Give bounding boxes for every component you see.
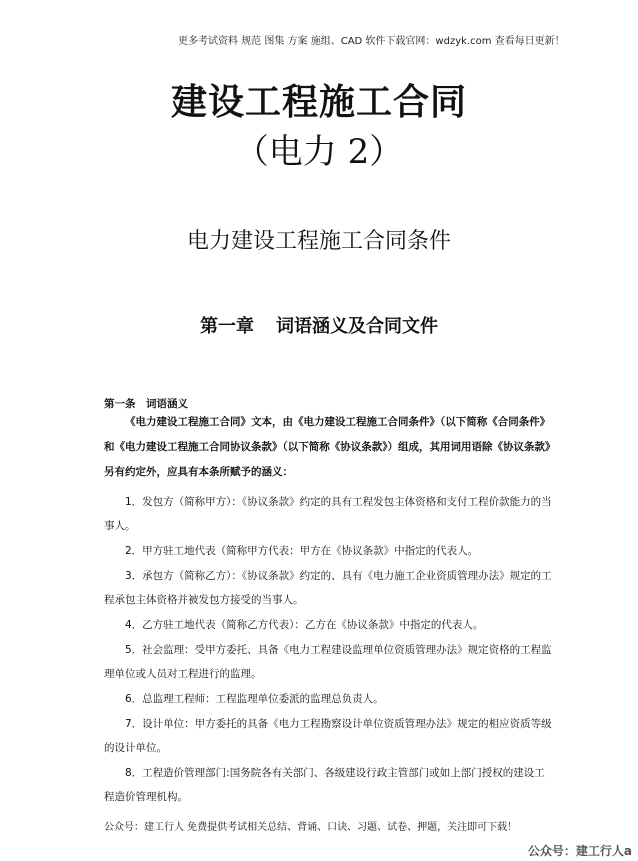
document-subtitle-edition: （电力 2）	[234, 132, 404, 172]
definition-item: 6．总监理工程师：工程监理单位委派的监理总负责人。	[125, 693, 384, 705]
definition-item: 1．发包方（简称甲方）：《协议条款》约定的具有工程发包主体资格和支付工程价款能力的当事人。	[104, 496, 552, 532]
footer-note: 公众号：建工行人 免费提供考试相关总结、背诵、口诀、习题、试卷、押题，关注即可下载！	[104, 822, 518, 833]
chapter-heading	[0, 312, 638, 338]
definition-item: 2．甲方驻工地代表（简称甲方代表：甲方在《协议条款》中指定的代表人。	[125, 545, 479, 557]
watermark: 公众号：建工行人a	[527, 844, 632, 858]
definition-item: 7．设计单位：甲方委托的具备《电力工程勘察设计单位资质管理办法》规定的相应资质等级的设计单位。	[104, 718, 552, 754]
definition-item: 3．承包方（简称乙方）：《协议条款》约定的、具有《电力施工企业资质管理办法》规定的工程承包主体资格并被发包方接受的当事人。	[104, 570, 552, 606]
article-heading: 第一条 词语涵义	[104, 398, 188, 410]
header-note: 更多考试资料 规范 图集 方案 施组、CAD 软件下载官网：wdzyk.com 查看每日更新！	[178, 36, 565, 47]
definition-item: 5．社会监理：受甲方委托、具备《电力工程建设监理单位资质管理办法》规定资格的工程监理单位或人员对工程进行的监理。	[104, 644, 552, 680]
chapter-number: 第一章	[200, 316, 254, 337]
definition-item: 4．乙方驻工地代表（简称乙方代表）：乙方在《协议条款》中指定的代表人。	[125, 619, 484, 631]
document-title: 建设工程施工合同	[170, 81, 467, 123]
chapter-name: 词语涵义及合同文件	[276, 316, 438, 337]
definition-item: 8．工程造价管理部门:国务院各有关部门、各级建设行政主管部门或如上部门授权的建设工程造价管理机构。	[104, 767, 545, 803]
intro-paragraph: 《电力建设工程施工合同》文本，由《电力建设工程施工合同条件》（以下简称《合同条件》和《电力建设工程施工合同协议条款》（以下简称《协议条款》）组成，其用词用语除《协议条款》另有约定外，应具有本条所赋予的涵义：	[104, 416, 551, 478]
contract-conditions-heading: 电力建设工程施工合同条件	[186, 229, 451, 254]
